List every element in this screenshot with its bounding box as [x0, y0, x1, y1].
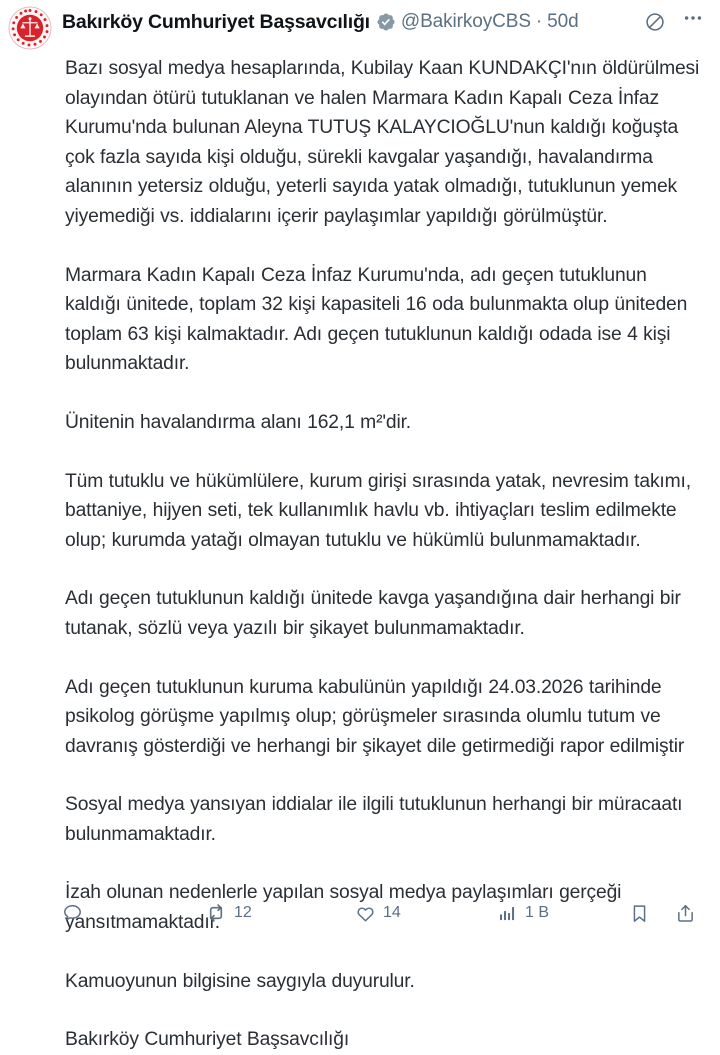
more-options-icon[interactable] — [682, 7, 704, 37]
tweet-paragraph: Kamuoyunun bilgisine saygıyla duyurulur. — [65, 970, 415, 992]
verified-badge-icon — [376, 12, 396, 32]
tweet-paragraph: Adı geçen tutuklunun kuruma kabulünün yapıldığı 24.03.2026 tarihinde psikolog görüşme yapılmış olup; görüşmeler sırasında olumlu tutum ve davranış gösterdiği ve herhangi bir şikayet dile getirmediği rapor edilmiştir — [65, 676, 685, 757]
reply-icon — [62, 903, 83, 924]
tweet-paragraph: Tüm tutuklu ve hükümlülere, kurum girişi sırasında yatak, nevresim takımı, battaniye, hijyen seti, tek kullanımlık havlu vb. ihtiyaçları teslim edilmekte olup; kurumda yatağı olmayan tutuklu ve hükümlü bulunmamaktadır. — [65, 470, 691, 551]
post-timestamp: 50d — [547, 11, 579, 32]
bookmark-button[interactable] — [629, 903, 657, 924]
author-handle-and-time[interactable] — [401, 10, 579, 34]
repost-button[interactable] — [205, 902, 252, 924]
reply-button[interactable] — [62, 903, 90, 924]
like-button[interactable] — [355, 903, 401, 924]
tweet-paragraph: Ünitenin havalandırma alanı 162,1 m²'dir. — [65, 411, 411, 433]
dot-separator: · — [535, 11, 543, 32]
like-count: 14 — [383, 904, 401, 921]
like-icon — [355, 903, 376, 924]
repost-count: 12 — [234, 904, 252, 921]
tweet-paragraph: Sosyal medya yansıyan iddialar ile ilgili tutuklunun herhangi bir müracaatı bulunmamaktadır. — [65, 794, 683, 845]
author-line — [52, 6, 710, 38]
avatar[interactable] — [8, 6, 52, 50]
grok-icon[interactable] — [644, 11, 666, 33]
views-count: 1 B — [525, 904, 550, 921]
tweet-paragraph: Adı geçen tutuklunun kaldığı ünitede kavga yaşandığına dair herhangi bir tutanak, sözlü veya yazılı bir şikayet bulunmamaktadır. — [65, 588, 681, 639]
bookmark-icon — [629, 903, 650, 924]
share-icon — [675, 903, 696, 924]
tweet-action-bar — [0, 896, 720, 930]
share-button[interactable] — [675, 903, 703, 924]
tweet-paragraph: Marmara Kadın Kapalı Ceza İnfaz Kurumu'nda, adı geçen tutuklunun kaldığı ünitede, toplam 32 kişi kapasiteli 16 oda bulunmakta olup üniteden toplam 63 kişi kalmaktadır. Adı geçen tutuklunun kaldığı odada ise 4 kişi bulunmaktadır. — [65, 264, 688, 375]
header-actions — [644, 6, 710, 38]
tweet-paragraph: İzah olunan nedenlerle yapılan sosyal medya paylaşımları gerçeği yansıtmamaktadır. — [65, 882, 622, 934]
views-icon — [497, 903, 518, 924]
tweet-signature: Bakırköy Cumhuriyet Başsavcılığı — [65, 1029, 350, 1051]
author-handle: @BakirkoyCBS — [400, 11, 531, 32]
views-button[interactable] — [497, 903, 549, 924]
tweet-paragraph: Bazı sosyal medya hesaplarında, Kubilay Kaan KUNDAKÇI'nın öldürülmesi olayından ötürü tutuklanan ve halen Marmara Kadın Kapalı Ceza İnfaz Kurumu'nda bulunan Aleyna TUTUŞ KALAYCIOĞLU'nun kaldığı koğuşta çok fazla sayıda kişi olduğu, sürekli kavgalar yaşandığı, havalandırma alanının yetersiz olduğu, yeterli sayıda yatak olmadığı, tutuklunun yemek yiyemediği vs. iddialarını içerir paylaşımlar yapıldığı görülmüştür. — [65, 58, 700, 227]
repost-icon — [205, 902, 227, 924]
author-display-name[interactable]: Bakırköy Cumhuriyet Başsavcılığı — [62, 11, 370, 33]
tweet-header — [8, 6, 710, 50]
ministry-of-justice-emblem-icon — [8, 6, 52, 50]
